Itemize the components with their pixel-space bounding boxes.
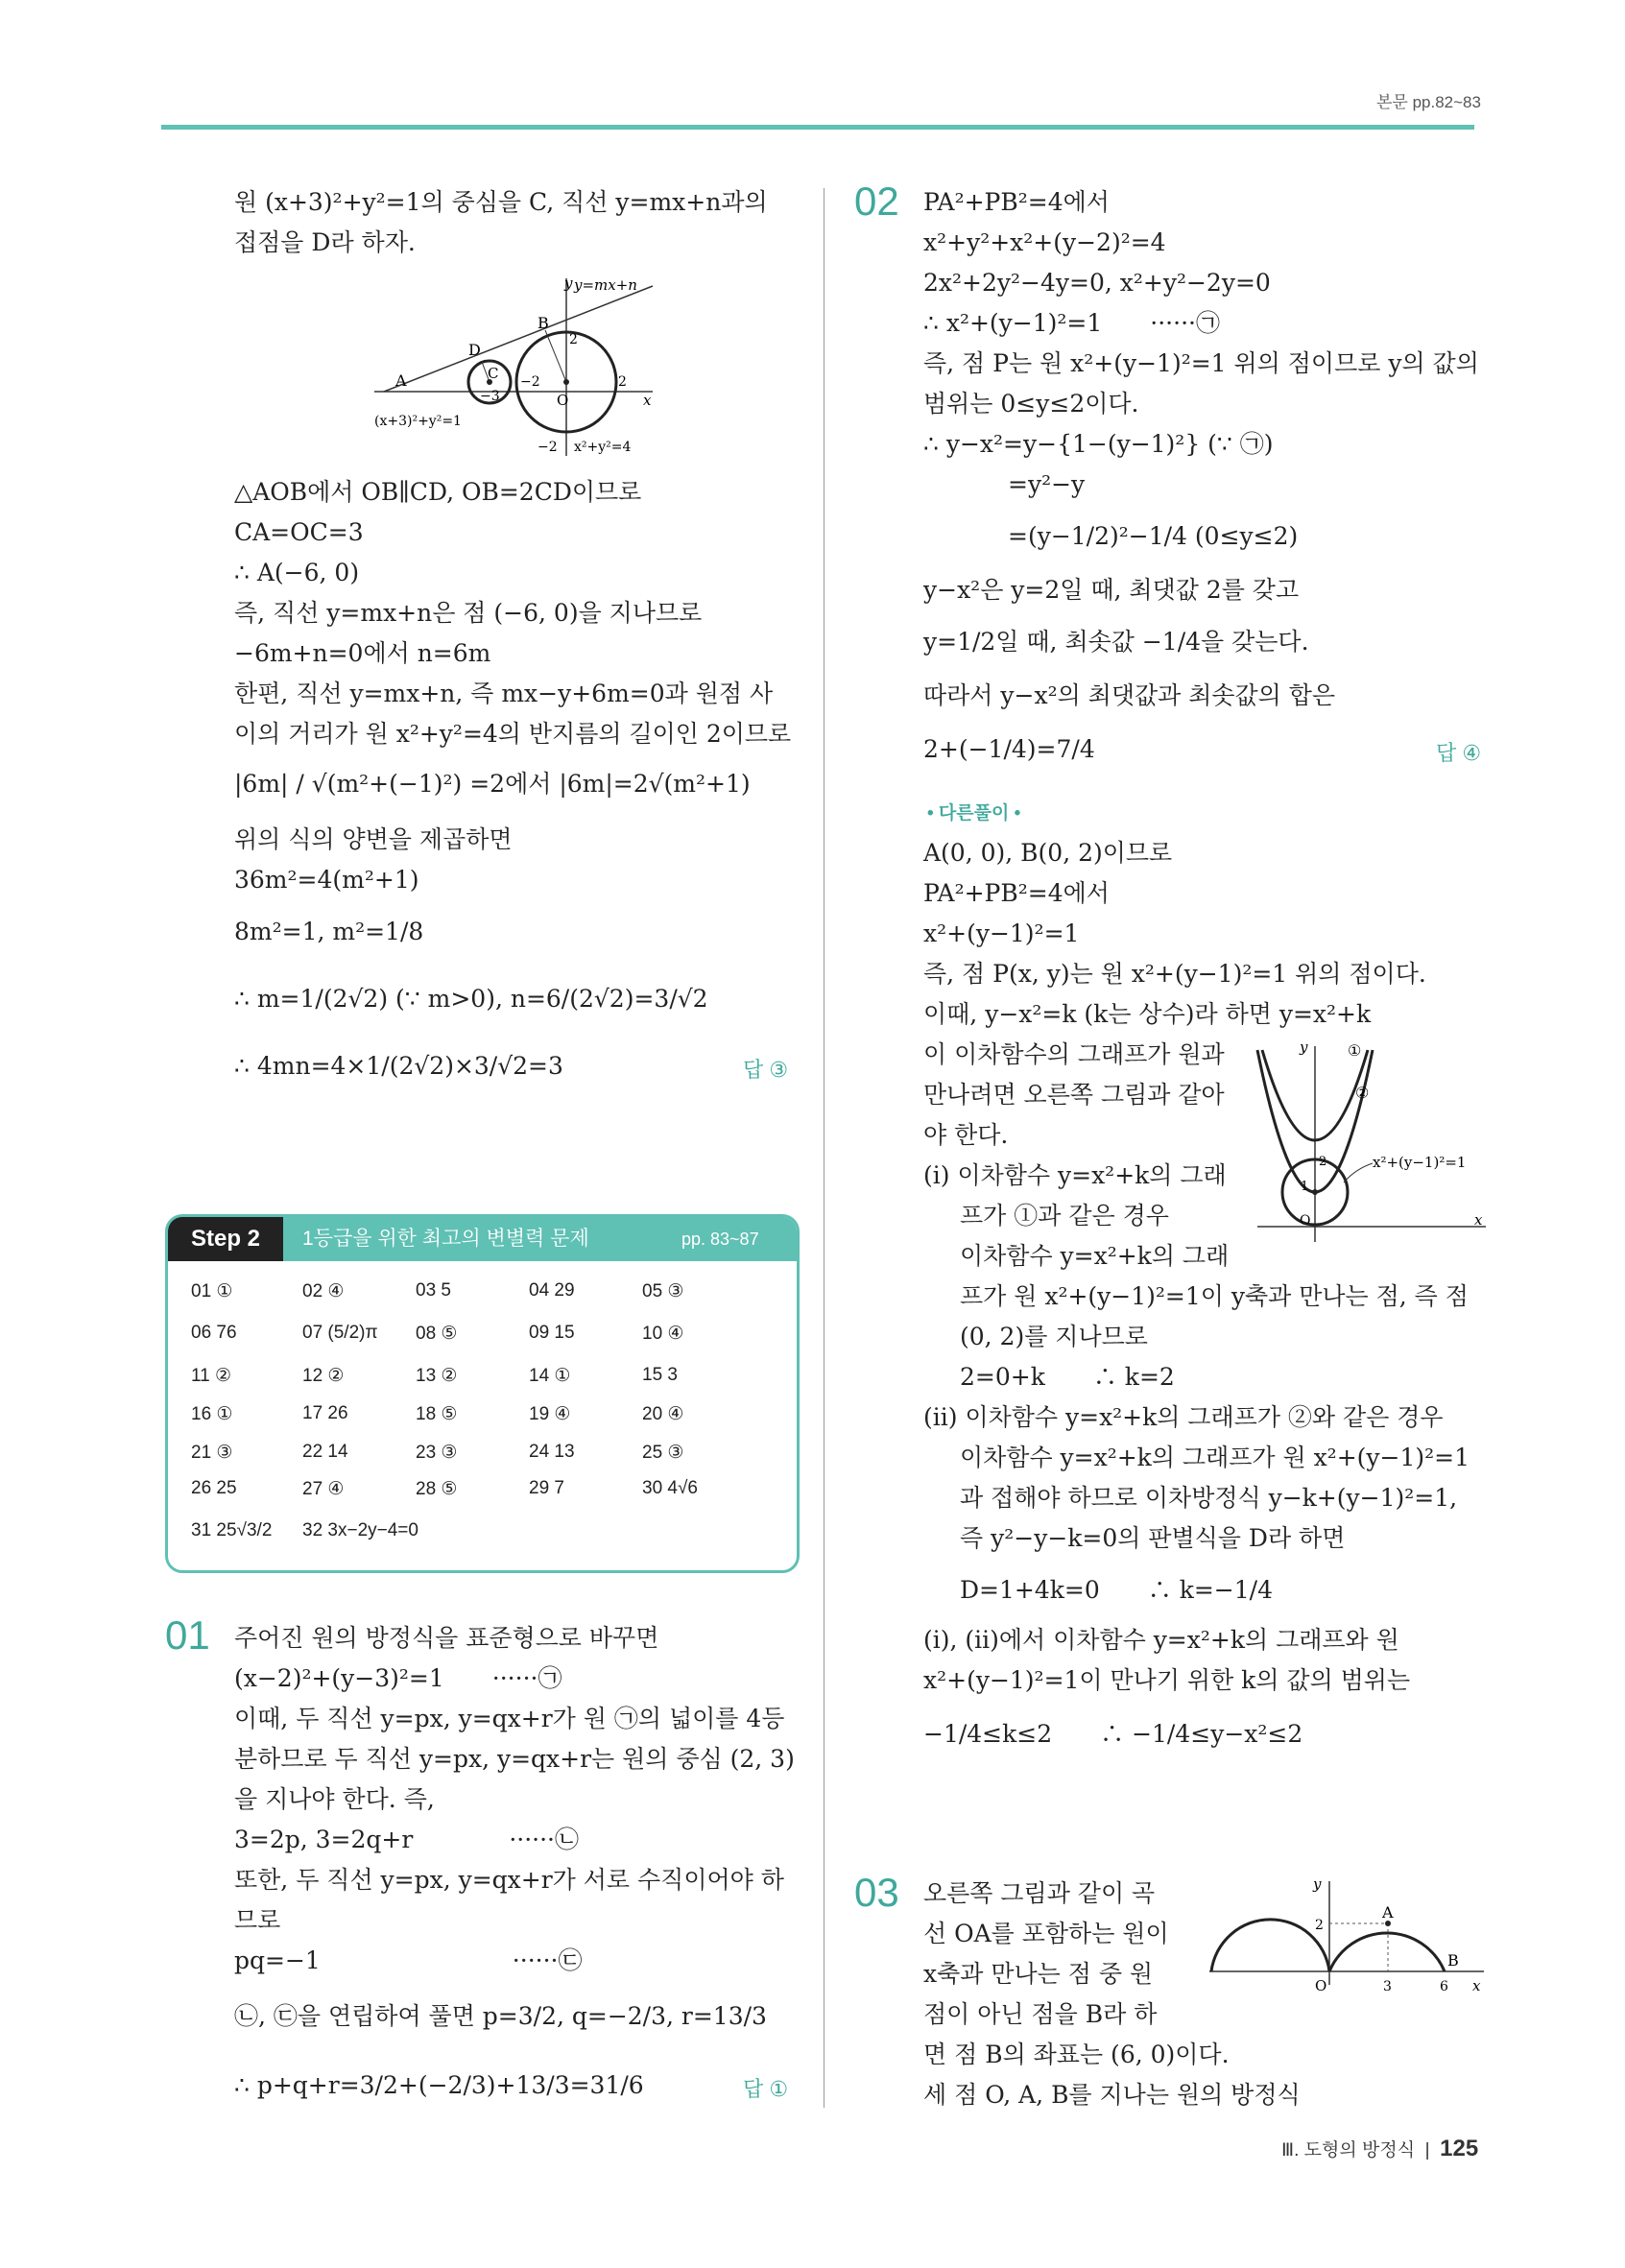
text-line: 선 OA를 포함하는 원이 bbox=[923, 1920, 1169, 1947]
answer-mark: 답 ① bbox=[743, 2077, 789, 2101]
answer-cell: 10 ④ bbox=[642, 1324, 684, 1344]
text-line: 36m²=4(m²+1) bbox=[234, 866, 419, 894]
fig-origin: O bbox=[1315, 1977, 1327, 1994]
fig-tick: 1 bbox=[1301, 1180, 1309, 1194]
answer-cell: 11 ② bbox=[191, 1366, 232, 1386]
step2-subtitle: 1등급을 위한 최고의 변별력 문제 bbox=[302, 1228, 589, 1250]
question-number: 01 bbox=[165, 1612, 210, 1658]
answer-cell: 16 ① bbox=[191, 1404, 233, 1424]
text-line: 주어진 원의 방정식을 표준형으로 바꾸면 bbox=[234, 1624, 659, 1652]
fig-curve2-label: ② bbox=[1355, 1084, 1370, 1102]
text-line: (0, 2)를 지나므로 bbox=[960, 1323, 1148, 1350]
answer-cell: 01 ① bbox=[191, 1281, 233, 1301]
text-line: 위의 식의 양변을 제곱하면 bbox=[234, 825, 513, 853]
fig-tick: 2 bbox=[1315, 1918, 1324, 1933]
fig-origin: O bbox=[1300, 1213, 1311, 1229]
text-line: 프가 ①과 같은 경우 bbox=[960, 1202, 1169, 1229]
text-line: x²+(y−1)²=1 bbox=[923, 919, 1080, 947]
fig-y-label: y bbox=[564, 275, 573, 292]
header-rule bbox=[161, 125, 1474, 130]
text-line: 2+(−1/4)=7/4 bbox=[923, 735, 1095, 763]
answer-cell: 32 3x−2y−4=0 bbox=[302, 1520, 418, 1540]
text-line: 므로 bbox=[234, 1906, 281, 1934]
answer-cell: 29 7 bbox=[529, 1478, 564, 1498]
text-line: 한편, 직선 y=mx+n, 즉 mx−y+6m=0과 원점 사 bbox=[234, 680, 774, 707]
fig-tick: −3 bbox=[480, 389, 500, 404]
fig-x-label: x bbox=[1472, 1977, 1481, 1994]
text-line: ∴ y−x²=y−{1−(y−1)²} (∵ ㉠) bbox=[923, 430, 1274, 458]
answer-cell: 15 3 bbox=[642, 1365, 678, 1385]
text-line: 만나려면 오른쪽 그림과 같아 bbox=[923, 1081, 1225, 1109]
answer-cell: 21 ③ bbox=[191, 1443, 233, 1463]
fig-curve1-label: ① bbox=[1348, 1041, 1362, 1060]
fig-circle-eq: x²+(y−1)²=1 bbox=[1373, 1154, 1467, 1171]
text-line: 이때, y−x²=k (k는 상수)라 하면 y=x²+k bbox=[923, 1000, 1372, 1028]
fig-tick: 3 bbox=[1383, 1979, 1392, 1994]
answer-mark: 답 ③ bbox=[743, 1058, 789, 1082]
text-line: ∴ m=1/(2√2) (∵ m>0), n=6/(2√2)=3/√2 bbox=[234, 985, 708, 1013]
fig-y-label: y bbox=[1300, 1039, 1308, 1056]
answer-cell: 30 4√6 bbox=[642, 1478, 698, 1498]
fig-tick: 2 bbox=[1319, 1155, 1327, 1169]
text-line: x축과 만나는 점 중 원 bbox=[923, 1960, 1154, 1988]
fig-point-b: B bbox=[538, 314, 549, 332]
answer-cell: 03 5 bbox=[416, 1280, 451, 1301]
chapter-title: Ⅲ. 도형의 방정식 bbox=[1281, 2140, 1416, 2161]
fig-origin: O bbox=[557, 392, 569, 409]
text-line: ㉡, ㉢을 연립하여 풀면 p=3/2, q=−2/3, r=13/3 bbox=[234, 2002, 767, 2030]
text-line: x²+y²+x²+(y−2)²=4 bbox=[923, 228, 1166, 256]
text-line: 점이 아닌 점을 B라 하 bbox=[923, 2000, 1158, 2028]
text-line: ∴ A(−6, 0) bbox=[234, 559, 360, 586]
question-number: 02 bbox=[854, 179, 899, 224]
text-line: A(0, 0), B(0, 2)이므로 bbox=[923, 839, 1173, 867]
text-line: (ⅰ) 이차함수 y=x²+k의 그래 bbox=[923, 1161, 1227, 1189]
text-line: =y²−y bbox=[1008, 470, 1086, 498]
text-line: ∴ 4mn=4×1/(2√2)×3/√2=3 bbox=[234, 1052, 563, 1080]
answer-mark: 답 ④ bbox=[1436, 741, 1482, 765]
answer-cell: 27 ④ bbox=[302, 1479, 345, 1499]
text-line: 오른쪽 그림과 같이 곡 bbox=[923, 1879, 1156, 1907]
footer-separator: | bbox=[1420, 2140, 1435, 2161]
text-line: △AOB에서 OB∥CD, OB=2CD이므로 bbox=[234, 478, 642, 506]
text-line: y=1/2일 때, 최솟값 −1/4을 갖는다. bbox=[923, 628, 1309, 656]
text-line: 프가 원 x²+(y−1)²=1이 y축과 만나는 점, 즉 점 bbox=[960, 1282, 1469, 1310]
answer-cell: 25 ③ bbox=[642, 1443, 684, 1463]
text-line: 면 점 B의 좌표는 (6, 0)이다. bbox=[923, 2041, 1230, 2068]
fig-point-c: C bbox=[488, 365, 499, 382]
page-reference: 본문 pp.82~83 bbox=[1376, 93, 1481, 111]
fig-y-label: y bbox=[1313, 1875, 1322, 1893]
text-line: 이의 거리가 원 x²+y²=4의 반지름의 길이인 2이므로 bbox=[234, 720, 792, 748]
answer-cell: 12 ② bbox=[302, 1366, 345, 1386]
text-line: y−x²은 y=2일 때, 최댓값 2를 갖고 bbox=[923, 576, 1300, 604]
answer-cell: 20 ④ bbox=[642, 1404, 684, 1424]
answer-cell: 06 76 bbox=[191, 1323, 237, 1343]
text-line: 8m²=1, m²=1/8 bbox=[234, 918, 424, 945]
answer-cell: 26 25 bbox=[191, 1478, 237, 1498]
fig-line-label: y=mx+n bbox=[574, 276, 637, 294]
answer-cell: 28 ⑤ bbox=[416, 1479, 458, 1499]
answer-cell: 23 ③ bbox=[416, 1443, 458, 1463]
answer-cell: 17 26 bbox=[302, 1403, 348, 1423]
text-line: CA=OC=3 bbox=[234, 518, 364, 546]
text-line: −1/4≤k≤2 ∴ −1/4≤y−x²≤2 bbox=[923, 1720, 1303, 1748]
fig-tick: 2 bbox=[618, 374, 627, 390]
fig-point-a: A bbox=[395, 371, 407, 390]
fig-big-circle-eq: x²+y²=4 bbox=[574, 440, 632, 455]
text-line: 즉 y²−y−k=0의 판별식을 D라 하면 bbox=[960, 1524, 1346, 1552]
text-line: =(y−1/2)²−1/4 (0≤y≤2) bbox=[1008, 522, 1299, 550]
step2-header bbox=[168, 1217, 797, 1261]
text-line: 원 (x+3)²+y²=1의 중심을 C, 직선 y=mx+n과의 bbox=[234, 188, 768, 216]
text-line: 분하므로 두 직선 y=px, y=qx+r는 원의 중심 (2, 3) bbox=[234, 1745, 795, 1773]
text-line: 2x²+2y²−4y=0, x²+y²−2y=0 bbox=[923, 269, 1271, 297]
text-line: (x−2)²+(y−3)²=1 ······㉠ bbox=[234, 1664, 562, 1692]
text-line: |6m| / √(m²+(−1)²) =2에서 |6m|=2√(m²+1) bbox=[234, 770, 751, 798]
answer-cell: 22 14 bbox=[302, 1442, 348, 1462]
text-line: ∴ x²+(y−1)²=1 ······㉠ bbox=[923, 309, 1220, 337]
fig-tick: 2 bbox=[569, 332, 578, 347]
fig-x-label: x bbox=[643, 392, 652, 409]
fig-point-b: B bbox=[1447, 1951, 1459, 1970]
text-line: 또한, 두 직선 y=px, y=qx+r가 서로 수직이어야 하 bbox=[234, 1866, 784, 1894]
answer-cell: 08 ⑤ bbox=[416, 1324, 458, 1344]
answer-cell: 09 15 bbox=[529, 1323, 575, 1343]
text-line: 이때, 두 직선 y=px, y=qx+r가 원 ㉠의 넓이를 4등 bbox=[234, 1705, 785, 1732]
answer-cell: 04 29 bbox=[529, 1280, 575, 1301]
text-line: −6m+n=0에서 n=6m bbox=[234, 639, 491, 667]
tangent-circles-figure bbox=[365, 269, 672, 461]
question-number: 03 bbox=[854, 1870, 899, 1915]
step2-badge: Step 2 bbox=[168, 1217, 283, 1261]
alternative-solution-label: • 다른풀이 • bbox=[927, 803, 1021, 824]
text-line: 즉, 점 P(x, y)는 원 x²+(y−1)²=1 위의 점이다. bbox=[923, 960, 1426, 988]
text-line: 과 접해야 하므로 이차방정식 y−k+(y−1)²=1, bbox=[960, 1484, 1458, 1512]
arcs-figure bbox=[1200, 1872, 1488, 1996]
text-line: (ⅱ) 이차함수 y=x²+k의 그래프가 ②와 같은 경우 bbox=[923, 1403, 1444, 1431]
page-number: 125 bbox=[1440, 2136, 1479, 2161]
fig-tick: 6 bbox=[1440, 1979, 1448, 1994]
text-line: D=1+4k=0 ∴ k=−1/4 bbox=[960, 1576, 1273, 1604]
text-line: pq=−1 ······㉢ bbox=[234, 1946, 583, 1974]
fig-x-label: x bbox=[1474, 1211, 1483, 1229]
fig-tick: −2 bbox=[520, 374, 540, 390]
text-line: 즉, 직선 y=mx+n은 점 (−6, 0)을 지나므로 bbox=[234, 599, 703, 627]
text-line: PA²+PB²=4에서 bbox=[923, 188, 1110, 216]
text-line: 2=0+k ∴ k=2 bbox=[960, 1363, 1175, 1391]
text-line: 이 이차함수의 그래프가 원과 bbox=[923, 1040, 1225, 1068]
answer-cell: 05 ③ bbox=[642, 1281, 684, 1301]
text-line: PA²+PB²=4에서 bbox=[923, 879, 1110, 907]
fig-point-a: A bbox=[1382, 1903, 1394, 1922]
text-line: 범위는 0≤y≤2이다. bbox=[923, 390, 1139, 418]
text-line: 이차함수 y=x²+k의 그래프가 원 x²+(y−1)²=1 bbox=[960, 1444, 1470, 1471]
text-line: 즉, 점 P는 원 x²+(y−1)²=1 위의 점이므로 y의 값의 bbox=[923, 349, 1479, 377]
text-line: 따라서 y−x²의 최댓값과 최솟값의 합은 bbox=[923, 681, 1336, 709]
page-footer bbox=[1281, 2136, 1478, 2162]
text-line: ∴ p+q+r=3/2+(−2/3)+13/3=31/6 bbox=[234, 2071, 644, 2099]
fig-point-d: D bbox=[468, 341, 481, 359]
answer-cell: 13 ② bbox=[416, 1366, 458, 1386]
text-line: 세 점 O, A, B를 지나는 원의 방정식 bbox=[923, 2081, 1301, 2109]
answer-cell: 24 13 bbox=[529, 1442, 575, 1462]
parabola-circle-figure bbox=[1248, 1039, 1488, 1250]
text-line: 접점을 D라 하자. bbox=[234, 228, 416, 256]
text-line: 이차함수 y=x²+k의 그래 bbox=[960, 1242, 1230, 1270]
answer-cell: 18 ⑤ bbox=[416, 1404, 458, 1424]
text-line: (ⅰ), (ⅱ)에서 이차함수 y=x²+k의 그래프와 원 bbox=[923, 1626, 1399, 1654]
step2-answer-box bbox=[165, 1214, 800, 1573]
answer-cell: 02 ④ bbox=[302, 1281, 345, 1301]
text-line: 을 지나야 한다. 즉, bbox=[234, 1785, 435, 1813]
answer-cell: 14 ① bbox=[529, 1366, 571, 1386]
fig-tick: −2 bbox=[538, 440, 558, 455]
answer-cell: 07 (5/2)π bbox=[302, 1323, 378, 1343]
text-line: x²+(y−1)²=1이 만나기 위한 k의 값의 범위는 bbox=[923, 1666, 1411, 1694]
text-line: 3=2p, 3=2q+r ······㉡ bbox=[234, 1826, 579, 1853]
text-line: 야 한다. bbox=[923, 1121, 1009, 1149]
step2-pages: pp. 83~87 bbox=[681, 1229, 759, 1249]
fig-small-circle-eq: (x+3)²+y²=1 bbox=[374, 414, 462, 429]
answer-cell: 19 ④ bbox=[529, 1404, 571, 1424]
answer-cell: 31 25√3/2 bbox=[191, 1520, 273, 1540]
